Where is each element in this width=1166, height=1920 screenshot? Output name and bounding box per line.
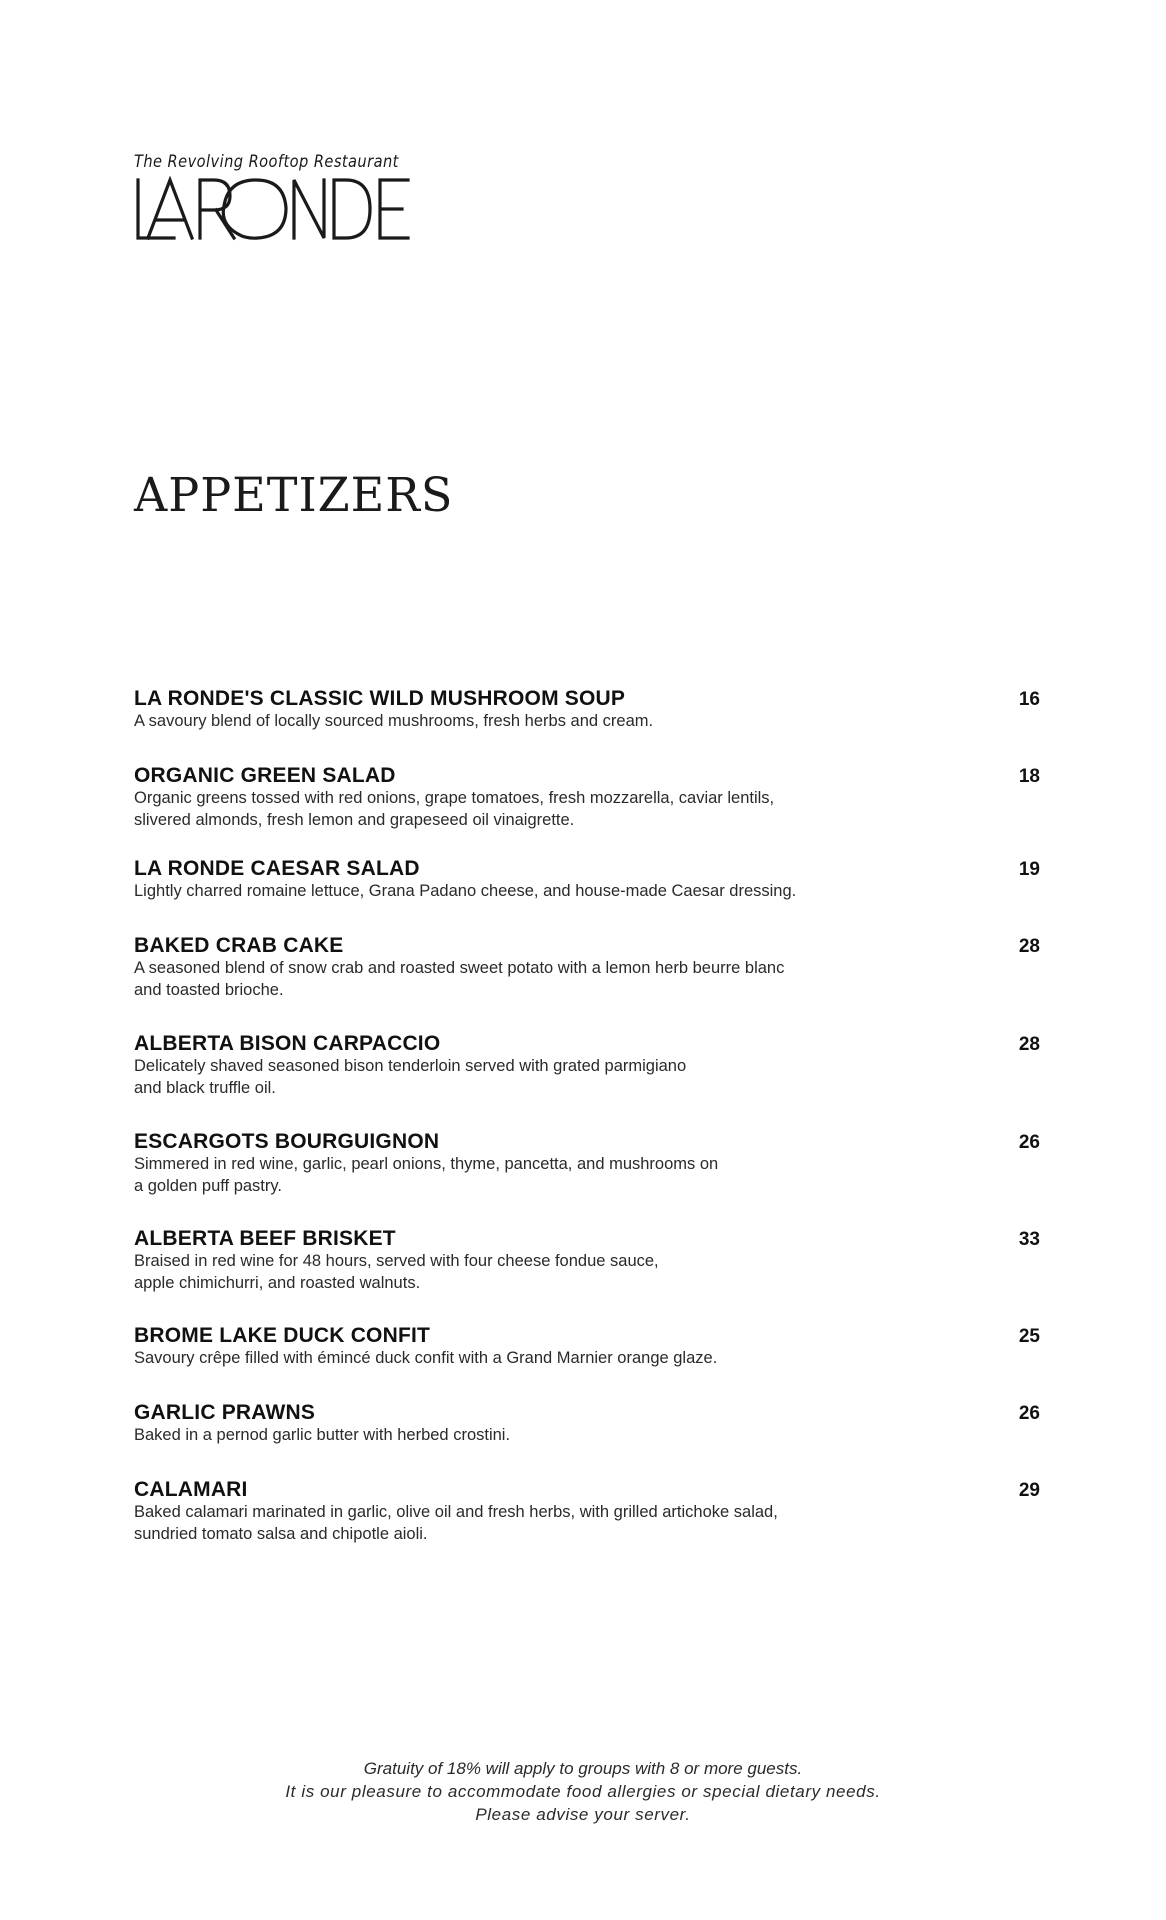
menu-item-name: CALAMARI [134,1478,248,1501]
menu-item-name: LA RONDE CAESAR SALAD [134,857,420,880]
menu-item [134,1324,1040,1370]
menu-item-price: 25 [1018,1326,1040,1347]
menu-item-description: Baked calamari marinated in garlic, olive oil and fresh herbs, with grilled artichoke salad, sundried tomato salsa and chipotle aioli. [134,1503,778,1543]
menu-item-description: Baked in a pernod garlic butter with herbed crostini. [134,1426,511,1444]
allergy-note: It is our pleasure to accommodate food allergies or special dietary needs. [285,1782,881,1801]
menu-item [134,934,1040,1001]
menu-item [134,687,1040,733]
menu-item-name: ORGANIC GREEN SALAD [134,764,396,787]
menu-item-price: 26 [1018,1403,1040,1424]
menu-item [134,1130,1040,1197]
logo-letter-d [334,180,370,238]
menu-item [134,1227,1040,1294]
menu-footer [0,1757,1166,1826]
logo-letter-o [223,180,286,238]
menu-item-description: Braised in red wine for 48 hours, served with four cheese fondue sauce, apple chimichurri, and roasted walnuts. [134,1252,659,1292]
la-ronde-wordmark [134,176,414,244]
menu-item-name: ESCARGOTS BOURGUIGNON [134,1130,440,1153]
menu-item [134,857,1040,903]
menu-item-price: 28 [1018,936,1040,957]
menu-item-price: 29 [1018,1480,1040,1501]
menu-item-name: ALBERTA BISON CARPACCIO [134,1032,441,1055]
menu-item-name: ALBERTA BEEF BRISKET [134,1227,396,1250]
menu-item-price: 16 [1018,689,1040,710]
restaurant-logo [134,152,434,244]
logo-letter-l [138,180,174,238]
menu-item-name: GARLIC PRAWNS [134,1401,316,1424]
menu-item-price: 33 [1018,1229,1040,1250]
menu-item-price: 28 [1018,1034,1040,1055]
gratuity-note: Gratuity of 18% will apply to groups with 8 or more guests. [363,1759,803,1778]
logo-tagline: The Revolving Rooftop Restaurant [134,152,399,172]
menu-item-description: Simmered in red wine, garlic, pearl onions, thyme, pancetta, and mushrooms on a golden puff pastry. [134,1155,719,1195]
menu-item-name: BROME LAKE DUCK CONFIT [134,1324,431,1347]
menu-item-price: 18 [1018,766,1040,787]
advise-server-note: Please advise your server. [475,1805,691,1824]
menu-item-name: BAKED CRAB CAKE [134,934,344,957]
menu-item [134,764,1040,831]
menu-item-price: 19 [1018,859,1040,880]
menu-item [134,1032,1040,1099]
logo-letter-e [380,180,408,238]
menu-item-description: A seasoned blend of snow crab and roasted sweet potato with a lemon herb beurre blanc and toasted brioche. [134,959,785,999]
logo-letter-a [148,180,192,238]
menu-item-price: 26 [1018,1132,1040,1153]
menu-item-description: Organic greens tossed with red onions, grape tomatoes, fresh mozzarella, caviar lentils, slivered almonds, fresh lemon and grapeseed oil vinaigrette. [134,789,775,829]
menu-item [134,1401,1040,1447]
menu-item-description: Savoury crêpe filled with émincé duck confit with a Grand Marnier orange glaze. [134,1349,718,1367]
section-title: APPETIZERS [134,468,454,523]
menu-item-description: Lightly charred romaine lettuce, Grana Padano cheese, and house-made Caesar dressing. [134,882,797,900]
menu-item [134,1478,1040,1545]
logo-letter-n [294,180,324,238]
menu-item-name: LA RONDE'S CLASSIC WILD MUSHROOM SOUP [134,687,626,710]
menu-item-description: Delicately shaved seasoned bison tenderloin served with grated parmigiano and black truffle oil. [134,1057,687,1097]
menu-item-description: A savoury blend of locally sourced mushrooms, fresh herbs and cream. [134,712,654,730]
